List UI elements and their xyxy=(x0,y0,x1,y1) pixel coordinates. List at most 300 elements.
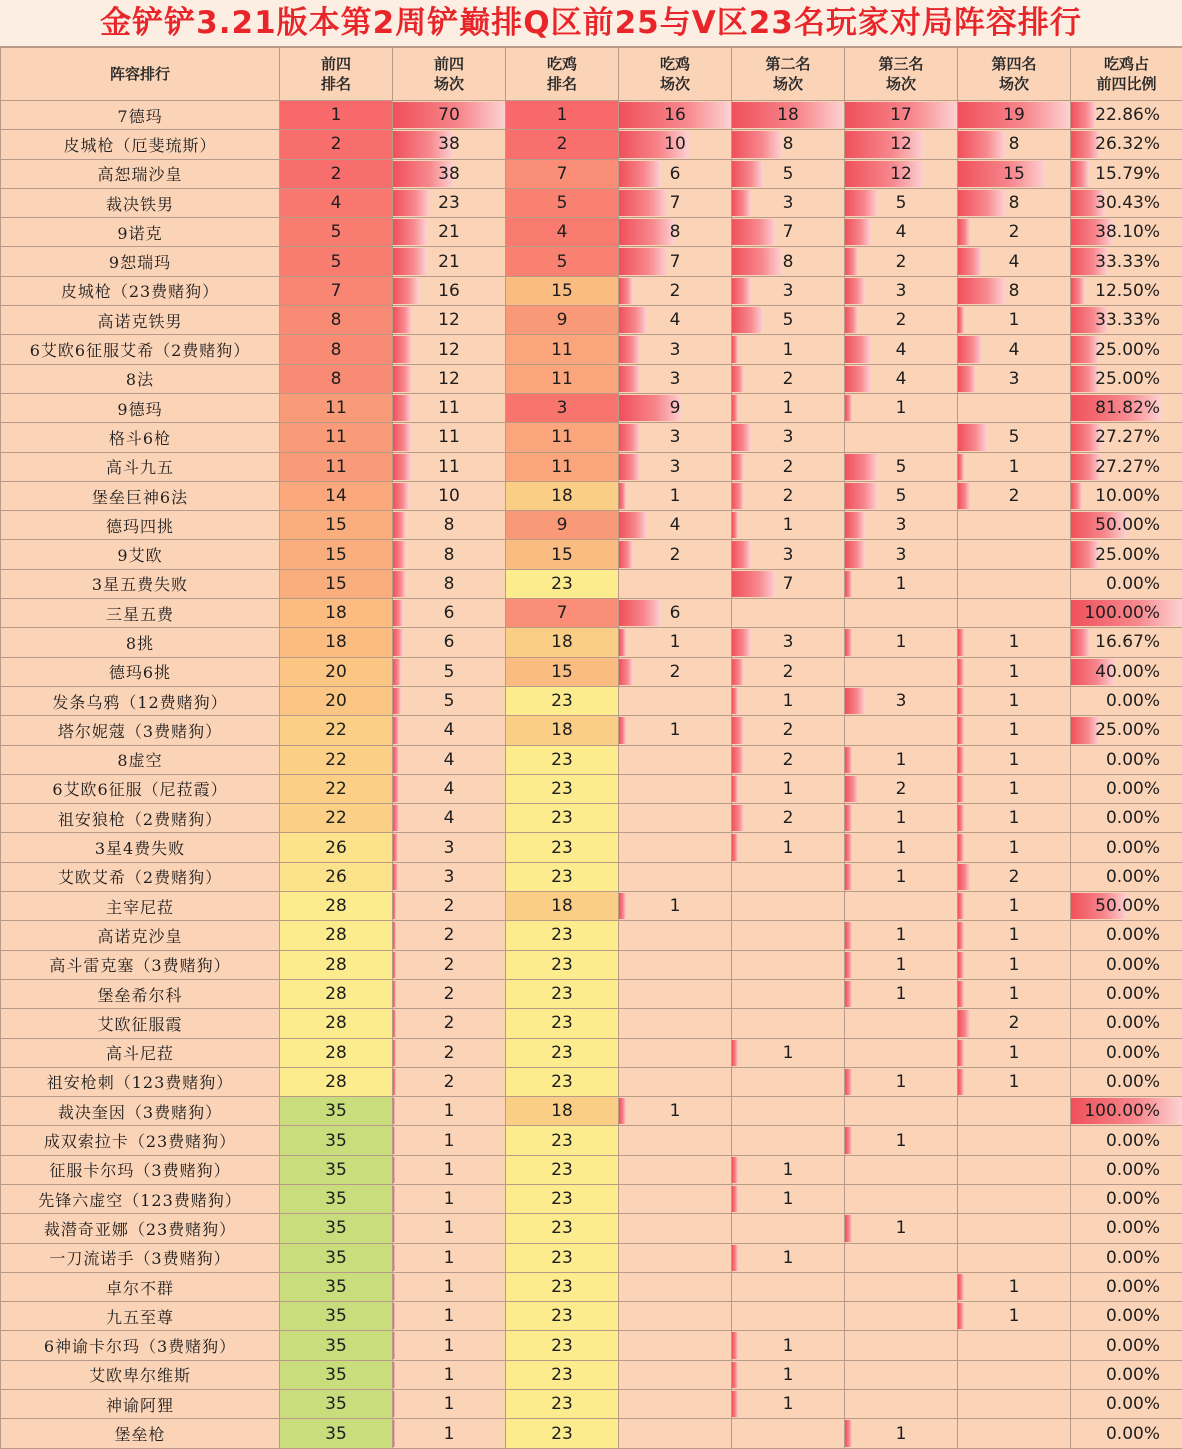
cell-fourth[interactable] xyxy=(958,628,1071,657)
cell-win-count[interactable] xyxy=(619,1126,732,1155)
cell-win-rank[interactable]: 23 xyxy=(506,745,619,774)
cell-ratio[interactable] xyxy=(1071,862,1182,891)
cell-third[interactable] xyxy=(845,892,958,921)
cell-second[interactable] xyxy=(732,657,845,686)
cell-fourth[interactable] xyxy=(958,1126,1071,1155)
cell-second[interactable] xyxy=(732,1155,845,1184)
cell-fourth[interactable] xyxy=(958,1360,1071,1389)
cell-win-count[interactable] xyxy=(619,716,732,745)
cell-win-rank[interactable]: 11 xyxy=(506,335,619,364)
cell-ratio[interactable] xyxy=(1071,218,1182,247)
cell-third[interactable] xyxy=(845,599,958,628)
cell-second[interactable] xyxy=(732,892,845,921)
cell-win-rank[interactable]: 18 xyxy=(506,481,619,510)
cell-third[interactable] xyxy=(845,1067,958,1096)
cell-ratio[interactable] xyxy=(1071,1272,1182,1301)
cell-ratio[interactable] xyxy=(1071,1067,1182,1096)
cell-ratio[interactable] xyxy=(1071,628,1182,657)
cell-win-rank[interactable]: 23 xyxy=(506,1331,619,1360)
cell-fourth[interactable] xyxy=(958,1243,1071,1272)
cell-ratio[interactable] xyxy=(1071,1038,1182,1067)
cell-top4-rank[interactable]: 5 xyxy=(280,247,393,276)
cell-top4-count[interactable] xyxy=(393,745,506,774)
cell-top4-count[interactable] xyxy=(393,540,506,569)
cell-second[interactable] xyxy=(732,393,845,422)
cell-ratio[interactable] xyxy=(1071,804,1182,833)
cell-ratio[interactable] xyxy=(1071,101,1182,130)
cell-second[interactable] xyxy=(732,276,845,305)
cell-win-count[interactable] xyxy=(619,1390,732,1419)
cell-third[interactable] xyxy=(845,1419,958,1448)
cell-win-rank[interactable]: 23 xyxy=(506,862,619,891)
cell-third[interactable] xyxy=(845,159,958,188)
cell-second[interactable] xyxy=(732,1214,845,1243)
cell-name[interactable]: 6神谕卡尔玛（3费赌狗） xyxy=(1,1331,280,1360)
cell-fourth[interactable] xyxy=(958,686,1071,715)
cell-win-rank[interactable]: 23 xyxy=(506,569,619,598)
cell-name[interactable]: 高斗尼菈 xyxy=(1,1038,280,1067)
cell-fourth[interactable] xyxy=(958,599,1071,628)
cell-fourth[interactable] xyxy=(958,130,1071,159)
cell-ratio[interactable] xyxy=(1071,921,1182,950)
cell-top4-rank[interactable]: 35 xyxy=(280,1184,393,1213)
cell-top4-rank[interactable]: 22 xyxy=(280,716,393,745)
cell-second[interactable] xyxy=(732,599,845,628)
cell-top4-rank[interactable]: 35 xyxy=(280,1419,393,1448)
cell-third[interactable] xyxy=(845,130,958,159)
cell-win-rank[interactable]: 23 xyxy=(506,1390,619,1419)
cell-top4-rank[interactable]: 35 xyxy=(280,1272,393,1301)
cell-win-rank[interactable]: 23 xyxy=(506,1038,619,1067)
cell-top4-count[interactable] xyxy=(393,862,506,891)
cell-win-rank[interactable]: 9 xyxy=(506,511,619,540)
cell-top4-count[interactable] xyxy=(393,218,506,247)
cell-ratio[interactable] xyxy=(1071,247,1182,276)
cell-ratio[interactable] xyxy=(1071,393,1182,422)
cell-win-rank[interactable]: 23 xyxy=(506,921,619,950)
cell-top4-count[interactable] xyxy=(393,686,506,715)
cell-name[interactable]: 塔尔妮蔻（3费赌狗） xyxy=(1,716,280,745)
cell-top4-count[interactable] xyxy=(393,276,506,305)
cell-top4-rank[interactable]: 35 xyxy=(280,1302,393,1331)
cell-win-count[interactable] xyxy=(619,1155,732,1184)
cell-fourth[interactable] xyxy=(958,1067,1071,1096)
cell-win-rank[interactable]: 23 xyxy=(506,804,619,833)
cell-win-rank[interactable]: 23 xyxy=(506,1419,619,1448)
cell-name[interactable]: 艾欧卑尔维斯 xyxy=(1,1360,280,1389)
cell-win-rank[interactable]: 23 xyxy=(506,1126,619,1155)
cell-fourth[interactable] xyxy=(958,1184,1071,1213)
cell-name[interactable]: 祖安狼枪（2费赌狗） xyxy=(1,804,280,833)
cell-top4-rank[interactable]: 28 xyxy=(280,950,393,979)
cell-name[interactable]: 8挑 xyxy=(1,628,280,657)
cell-second[interactable] xyxy=(732,511,845,540)
cell-fourth[interactable] xyxy=(958,335,1071,364)
cell-second[interactable] xyxy=(732,159,845,188)
cell-second[interactable] xyxy=(732,423,845,452)
cell-second[interactable] xyxy=(732,247,845,276)
cell-win-count[interactable] xyxy=(619,306,732,335)
cell-ratio[interactable] xyxy=(1071,188,1182,217)
cell-top4-count[interactable] xyxy=(393,979,506,1008)
cell-second[interactable] xyxy=(732,364,845,393)
cell-name[interactable]: 高斗雷克塞（3费赌狗） xyxy=(1,950,280,979)
cell-third[interactable] xyxy=(845,657,958,686)
cell-name[interactable]: 艾欧艾希（2费赌狗） xyxy=(1,862,280,891)
cell-top4-rank[interactable]: 11 xyxy=(280,452,393,481)
cell-top4-count[interactable] xyxy=(393,892,506,921)
cell-third[interactable] xyxy=(845,276,958,305)
cell-fourth[interactable] xyxy=(958,1214,1071,1243)
cell-second[interactable] xyxy=(732,774,845,803)
cell-win-rank[interactable]: 23 xyxy=(506,1184,619,1213)
cell-third[interactable] xyxy=(845,247,958,276)
cell-name[interactable]: 先锋六虚空（123费赌狗） xyxy=(1,1184,280,1213)
cell-name[interactable]: 高诺克铁男 xyxy=(1,306,280,335)
cell-win-rank[interactable]: 18 xyxy=(506,628,619,657)
cell-second[interactable] xyxy=(732,1097,845,1126)
cell-second[interactable] xyxy=(732,1009,845,1038)
cell-third[interactable] xyxy=(845,1331,958,1360)
cell-win-rank[interactable]: 23 xyxy=(506,1360,619,1389)
cell-name[interactable]: 9诺克 xyxy=(1,218,280,247)
cell-fourth[interactable] xyxy=(958,1009,1071,1038)
cell-top4-rank[interactable]: 8 xyxy=(280,306,393,335)
cell-win-rank[interactable]: 23 xyxy=(506,1009,619,1038)
cell-win-rank[interactable]: 23 xyxy=(506,1272,619,1301)
cell-win-count[interactable] xyxy=(619,1184,732,1213)
cell-ratio[interactable] xyxy=(1071,892,1182,921)
cell-top4-rank[interactable]: 35 xyxy=(280,1360,393,1389)
cell-top4-rank[interactable]: 26 xyxy=(280,833,393,862)
cell-top4-rank[interactable]: 28 xyxy=(280,979,393,1008)
cell-top4-rank[interactable]: 35 xyxy=(280,1155,393,1184)
cell-name[interactable]: 堡垒希尔科 xyxy=(1,979,280,1008)
cell-name[interactable]: 一刀流诺手（3费赌狗） xyxy=(1,1243,280,1272)
cell-fourth[interactable] xyxy=(958,892,1071,921)
cell-ratio[interactable] xyxy=(1071,1097,1182,1126)
cell-third[interactable] xyxy=(845,423,958,452)
cell-fourth[interactable] xyxy=(958,364,1071,393)
cell-top4-count[interactable] xyxy=(393,393,506,422)
cell-win-rank[interactable]: 11 xyxy=(506,423,619,452)
cell-ratio[interactable] xyxy=(1071,1360,1182,1389)
cell-ratio[interactable] xyxy=(1071,950,1182,979)
cell-win-count[interactable] xyxy=(619,862,732,891)
cell-win-count[interactable] xyxy=(619,804,732,833)
cell-ratio[interactable] xyxy=(1071,540,1182,569)
cell-top4-rank[interactable]: 22 xyxy=(280,774,393,803)
cell-second[interactable] xyxy=(732,1302,845,1331)
cell-ratio[interactable] xyxy=(1071,979,1182,1008)
cell-second[interactable] xyxy=(732,130,845,159)
cell-name[interactable]: 主宰尼菈 xyxy=(1,892,280,921)
cell-top4-count[interactable] xyxy=(393,101,506,130)
cell-name[interactable]: 8法 xyxy=(1,364,280,393)
cell-win-count[interactable] xyxy=(619,1360,732,1389)
cell-ratio[interactable] xyxy=(1071,1214,1182,1243)
cell-win-count[interactable] xyxy=(619,979,732,1008)
cell-top4-rank[interactable]: 35 xyxy=(280,1243,393,1272)
cell-win-count[interactable] xyxy=(619,130,732,159)
cell-top4-count[interactable] xyxy=(393,1214,506,1243)
cell-win-count[interactable] xyxy=(619,393,732,422)
cell-win-count[interactable] xyxy=(619,833,732,862)
cell-fourth[interactable] xyxy=(958,1302,1071,1331)
cell-top4-rank[interactable]: 28 xyxy=(280,892,393,921)
cell-top4-rank[interactable]: 28 xyxy=(280,1038,393,1067)
cell-ratio[interactable] xyxy=(1071,1184,1182,1213)
cell-ratio[interactable] xyxy=(1071,686,1182,715)
cell-top4-rank[interactable]: 15 xyxy=(280,511,393,540)
cell-ratio[interactable] xyxy=(1071,306,1182,335)
cell-top4-rank[interactable]: 22 xyxy=(280,745,393,774)
cell-win-rank[interactable]: 1 xyxy=(506,101,619,130)
cell-top4-rank[interactable]: 15 xyxy=(280,540,393,569)
cell-fourth[interactable] xyxy=(958,306,1071,335)
cell-top4-count[interactable] xyxy=(393,511,506,540)
cell-ratio[interactable] xyxy=(1071,1331,1182,1360)
cell-top4-rank[interactable]: 8 xyxy=(280,335,393,364)
cell-fourth[interactable] xyxy=(958,921,1071,950)
cell-top4-rank[interactable]: 20 xyxy=(280,657,393,686)
cell-second[interactable] xyxy=(732,1360,845,1389)
cell-win-rank[interactable]: 15 xyxy=(506,276,619,305)
cell-ratio[interactable] xyxy=(1071,1155,1182,1184)
cell-win-count[interactable] xyxy=(619,657,732,686)
cell-third[interactable] xyxy=(845,452,958,481)
cell-third[interactable] xyxy=(845,1243,958,1272)
cell-ratio[interactable] xyxy=(1071,364,1182,393)
cell-top4-rank[interactable]: 28 xyxy=(280,1067,393,1096)
cell-top4-rank[interactable]: 11 xyxy=(280,423,393,452)
cell-name[interactable]: 8虚空 xyxy=(1,745,280,774)
cell-fourth[interactable] xyxy=(958,1097,1071,1126)
cell-fourth[interactable] xyxy=(958,1272,1071,1301)
cell-top4-count[interactable] xyxy=(393,569,506,598)
cell-name[interactable]: 6艾欧6征服艾希（2费赌狗） xyxy=(1,335,280,364)
cell-second[interactable] xyxy=(732,540,845,569)
cell-top4-rank[interactable]: 35 xyxy=(280,1097,393,1126)
cell-top4-count[interactable] xyxy=(393,1331,506,1360)
cell-win-rank[interactable]: 9 xyxy=(506,306,619,335)
cell-third[interactable] xyxy=(845,1214,958,1243)
cell-ratio[interactable] xyxy=(1071,716,1182,745)
cell-top4-count[interactable] xyxy=(393,423,506,452)
cell-ratio[interactable] xyxy=(1071,423,1182,452)
cell-name[interactable]: 发条乌鸦（12费赌狗） xyxy=(1,686,280,715)
cell-name[interactable]: 6艾欧6征服（尼菈霞） xyxy=(1,774,280,803)
cell-name[interactable]: 皮城枪（厄斐琉斯） xyxy=(1,130,280,159)
cell-top4-rank[interactable]: 28 xyxy=(280,921,393,950)
cell-win-count[interactable] xyxy=(619,1067,732,1096)
cell-ratio[interactable] xyxy=(1071,745,1182,774)
cell-name[interactable]: 高斗九五 xyxy=(1,452,280,481)
cell-name[interactable]: 三星五费 xyxy=(1,599,280,628)
cell-second[interactable] xyxy=(732,569,845,598)
cell-top4-count[interactable] xyxy=(393,364,506,393)
cell-ratio[interactable] xyxy=(1071,657,1182,686)
cell-win-count[interactable] xyxy=(619,628,732,657)
cell-second[interactable] xyxy=(732,452,845,481)
cell-third[interactable] xyxy=(845,862,958,891)
cell-third[interactable] xyxy=(845,569,958,598)
cell-third[interactable] xyxy=(845,101,958,130)
cell-top4-count[interactable] xyxy=(393,1302,506,1331)
cell-third[interactable] xyxy=(845,716,958,745)
cell-second[interactable] xyxy=(732,1331,845,1360)
cell-name[interactable]: 7德玛 xyxy=(1,101,280,130)
cell-top4-count[interactable] xyxy=(393,599,506,628)
cell-name[interactable]: 堡垒枪 xyxy=(1,1419,280,1448)
cell-second[interactable] xyxy=(732,1126,845,1155)
cell-top4-rank[interactable]: 7 xyxy=(280,276,393,305)
cell-third[interactable] xyxy=(845,540,958,569)
cell-ratio[interactable] xyxy=(1071,1243,1182,1272)
cell-fourth[interactable] xyxy=(958,833,1071,862)
cell-second[interactable] xyxy=(732,1243,845,1272)
cell-name[interactable]: 高诺克沙皇 xyxy=(1,921,280,950)
cell-third[interactable] xyxy=(845,1038,958,1067)
cell-third[interactable] xyxy=(845,745,958,774)
cell-second[interactable] xyxy=(732,745,845,774)
cell-win-rank[interactable]: 3 xyxy=(506,393,619,422)
cell-top4-count[interactable] xyxy=(393,1038,506,1067)
cell-second[interactable] xyxy=(732,481,845,510)
cell-name[interactable]: 艾欧征服霞 xyxy=(1,1009,280,1038)
cell-third[interactable] xyxy=(845,335,958,364)
cell-third[interactable] xyxy=(845,686,958,715)
cell-second[interactable] xyxy=(732,716,845,745)
cell-fourth[interactable] xyxy=(958,1331,1071,1360)
cell-third[interactable] xyxy=(845,306,958,335)
cell-second[interactable] xyxy=(732,628,845,657)
cell-win-rank[interactable]: 11 xyxy=(506,452,619,481)
cell-win-rank[interactable]: 23 xyxy=(506,1155,619,1184)
cell-top4-count[interactable] xyxy=(393,628,506,657)
cell-third[interactable] xyxy=(845,979,958,1008)
cell-win-count[interactable] xyxy=(619,599,732,628)
cell-second[interactable] xyxy=(732,1272,845,1301)
cell-fourth[interactable] xyxy=(958,569,1071,598)
cell-top4-count[interactable] xyxy=(393,657,506,686)
cell-fourth[interactable] xyxy=(958,745,1071,774)
cell-ratio[interactable] xyxy=(1071,1126,1182,1155)
cell-ratio[interactable] xyxy=(1071,1390,1182,1419)
cell-top4-count[interactable] xyxy=(393,452,506,481)
cell-fourth[interactable] xyxy=(958,101,1071,130)
cell-top4-rank[interactable]: 1 xyxy=(280,101,393,130)
cell-fourth[interactable] xyxy=(958,774,1071,803)
cell-second[interactable] xyxy=(732,862,845,891)
cell-third[interactable] xyxy=(845,511,958,540)
cell-top4-count[interactable] xyxy=(393,950,506,979)
cell-name[interactable]: 成双索拉卡（23费赌狗） xyxy=(1,1126,280,1155)
cell-third[interactable] xyxy=(845,833,958,862)
cell-win-count[interactable] xyxy=(619,511,732,540)
cell-win-rank[interactable]: 23 xyxy=(506,1214,619,1243)
cell-name[interactable]: 德玛6挑 xyxy=(1,657,280,686)
cell-third[interactable] xyxy=(845,1126,958,1155)
cell-win-count[interactable] xyxy=(619,159,732,188)
cell-fourth[interactable] xyxy=(958,540,1071,569)
cell-name[interactable]: 神谕阿狸 xyxy=(1,1390,280,1419)
cell-win-count[interactable] xyxy=(619,218,732,247)
cell-name[interactable]: 9恕瑞玛 xyxy=(1,247,280,276)
cell-win-rank[interactable]: 23 xyxy=(506,950,619,979)
cell-top4-rank[interactable]: 2 xyxy=(280,159,393,188)
cell-ratio[interactable] xyxy=(1071,774,1182,803)
cell-win-rank[interactable]: 15 xyxy=(506,657,619,686)
cell-top4-count[interactable] xyxy=(393,247,506,276)
cell-fourth[interactable] xyxy=(958,452,1071,481)
cell-fourth[interactable] xyxy=(958,423,1071,452)
cell-top4-count[interactable] xyxy=(393,130,506,159)
cell-ratio[interactable] xyxy=(1071,481,1182,510)
cell-ratio[interactable] xyxy=(1071,130,1182,159)
cell-third[interactable] xyxy=(845,393,958,422)
cell-win-count[interactable] xyxy=(619,686,732,715)
cell-top4-count[interactable] xyxy=(393,335,506,364)
cell-win-rank[interactable]: 18 xyxy=(506,716,619,745)
cell-second[interactable] xyxy=(732,1067,845,1096)
cell-win-count[interactable] xyxy=(619,745,732,774)
cell-top4-rank[interactable]: 11 xyxy=(280,393,393,422)
cell-win-count[interactable] xyxy=(619,335,732,364)
cell-top4-rank[interactable]: 35 xyxy=(280,1126,393,1155)
cell-top4-count[interactable] xyxy=(393,1155,506,1184)
cell-fourth[interactable] xyxy=(958,862,1071,891)
cell-top4-count[interactable] xyxy=(393,804,506,833)
cell-top4-rank[interactable]: 5 xyxy=(280,218,393,247)
cell-third[interactable] xyxy=(845,1097,958,1126)
cell-second[interactable] xyxy=(732,833,845,862)
cell-top4-count[interactable] xyxy=(393,716,506,745)
cell-ratio[interactable] xyxy=(1071,833,1182,862)
cell-name[interactable]: 堡垒巨神6法 xyxy=(1,481,280,510)
cell-ratio[interactable] xyxy=(1071,1009,1182,1038)
cell-win-count[interactable] xyxy=(619,1097,732,1126)
cell-third[interactable] xyxy=(845,1360,958,1389)
cell-win-count[interactable] xyxy=(619,364,732,393)
cell-ratio[interactable] xyxy=(1071,335,1182,364)
cell-win-count[interactable] xyxy=(619,423,732,452)
cell-third[interactable] xyxy=(845,1155,958,1184)
cell-win-rank[interactable]: 5 xyxy=(506,247,619,276)
cell-name[interactable]: 裁决奎因（3费赌狗） xyxy=(1,1097,280,1126)
cell-second[interactable] xyxy=(732,950,845,979)
cell-ratio[interactable] xyxy=(1071,159,1182,188)
cell-fourth[interactable] xyxy=(958,481,1071,510)
cell-win-count[interactable] xyxy=(619,481,732,510)
cell-win-count[interactable] xyxy=(619,1331,732,1360)
cell-win-count[interactable] xyxy=(619,1009,732,1038)
cell-name[interactable]: 9艾欧 xyxy=(1,540,280,569)
cell-top4-count[interactable] xyxy=(393,1009,506,1038)
cell-fourth[interactable] xyxy=(958,159,1071,188)
cell-ratio[interactable] xyxy=(1071,511,1182,540)
cell-second[interactable] xyxy=(732,218,845,247)
cell-name[interactable]: 征服卡尔玛（3费赌狗） xyxy=(1,1155,280,1184)
cell-win-rank[interactable]: 2 xyxy=(506,130,619,159)
cell-win-rank[interactable]: 5 xyxy=(506,188,619,217)
cell-ratio[interactable] xyxy=(1071,1419,1182,1448)
cell-name[interactable]: 皮城枪（23费赌狗） xyxy=(1,276,280,305)
cell-win-count[interactable] xyxy=(619,1214,732,1243)
cell-ratio[interactable] xyxy=(1071,599,1182,628)
cell-win-count[interactable] xyxy=(619,188,732,217)
cell-fourth[interactable] xyxy=(958,1390,1071,1419)
